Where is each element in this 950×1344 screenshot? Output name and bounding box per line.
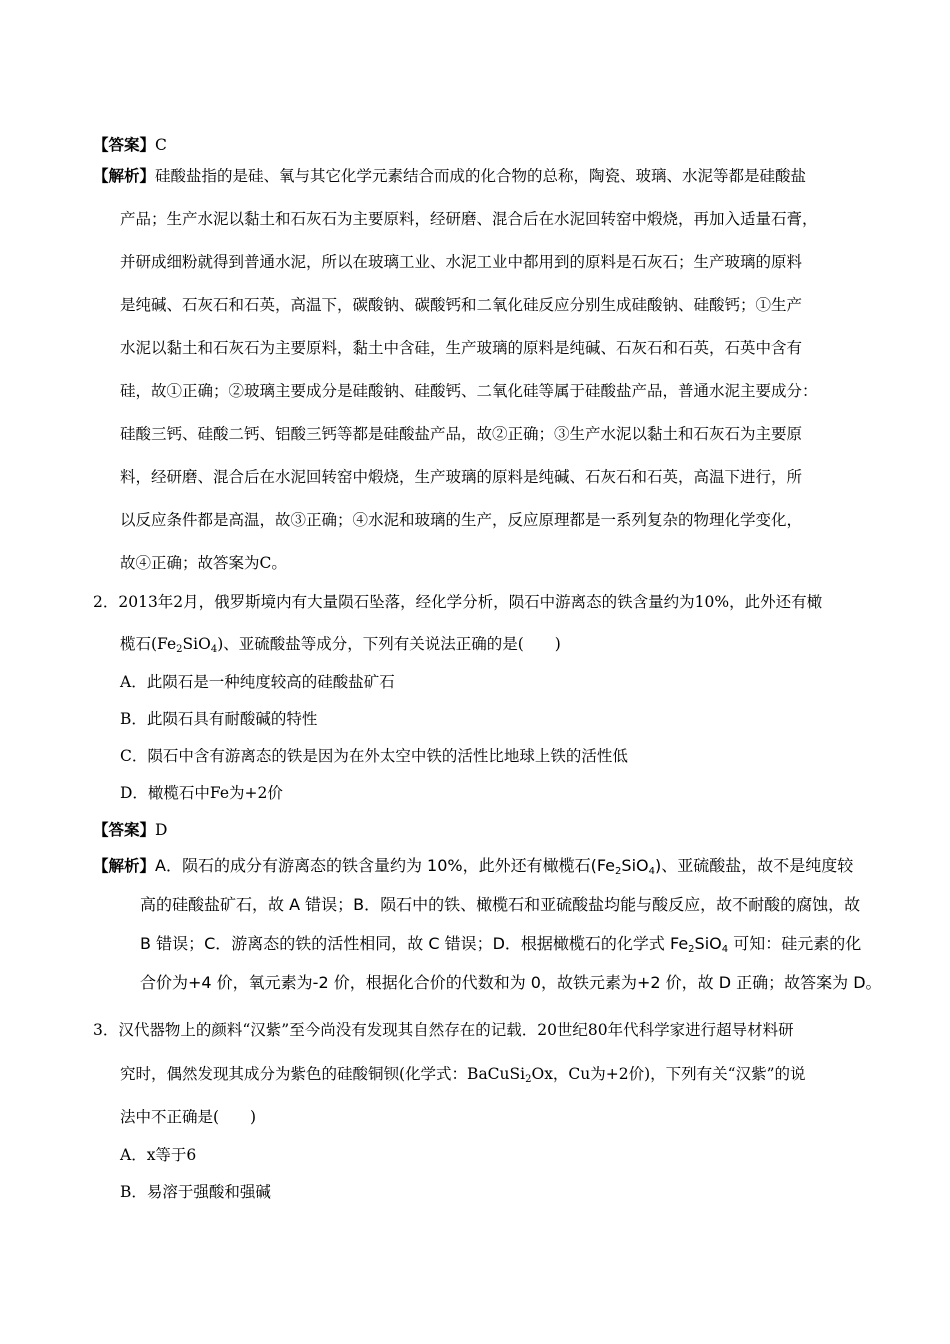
q1-analysis-text: 硅酸盐指的是硅、氧与其它化学元素结合而成的化合物的总称，陶瓷、玻璃、水泥等都是硅酸盐: [155, 167, 807, 185]
q2-stem-text: SiO: [182, 635, 211, 653]
q2-option-d: D．橄榄石中Fe为+2价: [120, 784, 283, 802]
q2-stem-line-1: 2．2013年2月，俄罗斯境内有大量陨石坠落，经化学分析，陨石中游离态的铁含量约为10%，此外还有橄: [93, 593, 823, 611]
q2-analysis-tag: 【解析】: [93, 856, 156, 875]
q2-analysis-text: )、亚硫酸盐，故不是纯度较: [654, 856, 854, 875]
q2-option-a: A．此陨石是一种纯度较高的硅酸盐矿石: [120, 673, 395, 691]
q2-analysis-line-4: 合价为+4 价，氧元素为-2 价，根据化合价的代数和为 0，故铁元素为+2 价，故 D 正确；故答案为 D。: [140, 973, 882, 992]
q1-analysis-line-2: 产品；生产水泥以黏土和石灰石为主要原料，经研磨、混合后在水泥回转窑中煅烧，再加入适量石膏，: [120, 210, 818, 228]
q2-analysis-text: 可知：硅元素的化: [728, 934, 862, 953]
q1-analysis-line-3: 并研成细粉就得到普通水泥，所以在玻璃工业、水泥工业中都用到的原料是石灰石；生产玻璃的原料: [120, 253, 803, 271]
q1-analysis-line-4: 是纯碱、石灰石和石英，高温下，碳酸钠、碳酸钙和二氧化硅反应分别生成硅酸钠、硅酸钙；①生产: [120, 296, 803, 314]
q1-analysis-line-7: 硅酸三钙、硅酸二钙、铝酸三钙等都是硅酸盐产品，故②正确；③生产水泥以黏土和石灰石为主要原: [120, 425, 803, 443]
q2-subscript: 2: [176, 644, 183, 655]
q2-analysis-subscript: 4: [648, 866, 655, 877]
q3-stem-line-2: [120, 1064, 806, 1084]
q2-analysis-subscript: 2: [688, 944, 695, 955]
q1-answer-value: C: [155, 136, 167, 154]
q3-option-b: B．易溶于强酸和强碱: [120, 1183, 271, 1201]
q2-analysis-subscript: 2: [615, 866, 622, 877]
q2-analysis-text: A．陨石的成分有游离态的铁含量约为 10%，此外还有橄榄石(Fe: [155, 856, 616, 875]
q2-stem-text: 榄石(Fe: [120, 635, 177, 653]
q3-stem-line-3: 法中不正确是( ): [120, 1108, 257, 1126]
q3-stem-text: 究时，偶然发现其成分为紫色的硅酸铜钡(化学式：BaCuSi: [120, 1065, 526, 1083]
q2-analysis-text: SiO: [621, 856, 649, 875]
q1-analysis-line-8: 料，经研磨、混合后在水泥回转窑中煅烧，生产玻璃的原料是纯碱、石灰石和石英，高温下进行，所: [120, 468, 803, 486]
q1-analysis-line-10: 故④正确；故答案为C。: [120, 554, 287, 572]
q2-stem-text: )、亚硫酸盐等成分，下列有关说法正确的是( ): [217, 635, 561, 653]
q2-analysis-text: SiO: [694, 934, 722, 953]
q1-analysis-line-5: 水泥以黏土和石灰石为主要原料，黏土中含硅，生产玻璃的原料是纯碱、石灰石和石英，石英中含有: [120, 339, 803, 357]
q2-stem-line-2: [120, 634, 561, 654]
q3-stem-line-1: 3．汉代器物上的颜料“汉紫”至今尚没有发现其自然存在的记载．20世纪80年代科学家进行超导材料研: [93, 1021, 794, 1039]
q1-analysis-line-9: 以反应条件都是高温，故③正确；④水泥和玻璃的生产，反应原理都是一系列复杂的物理化学变化，: [120, 511, 803, 529]
q1-analysis-tag: 【解析】: [93, 166, 156, 185]
q2-analysis-line-3: [140, 934, 861, 954]
q2-analysis-subscript: 4: [721, 944, 729, 955]
q2-answer-tag: 【答案】: [93, 820, 156, 839]
q1-analysis-line-1: [93, 166, 806, 186]
q2-option-c: C．陨石中含有游离态的铁是因为在外太空中铁的活性比地球上铁的活性低: [120, 747, 628, 765]
q2-answer-value: D: [155, 821, 168, 839]
q2-analysis-line-2: 高的硅酸盐矿石，故 A 错误；B．陨石中的铁、橄榄石和亚硫酸盐均能与酸反应，故不耐酸的腐蚀，故: [140, 895, 861, 914]
q2-analysis-text: B 错误；C．游离态的铁的活性相同，故 C 错误；D．根据橄榄石的化学式 Fe: [140, 934, 689, 953]
q1-answer: [93, 135, 167, 155]
q2-subscript: 4: [210, 644, 218, 655]
q2-analysis-line-1: [93, 856, 853, 876]
q2-answer: [93, 820, 167, 840]
q1-analysis-line-6: 硅，故①正确；②玻璃主要成分是硅酸钠、硅酸钙、二氧化硅等属于硅酸盐产品，普通水泥主要成分：: [120, 382, 818, 400]
q3-stem-text: Ox，Cu为+2价)，下列有关“汉紫”的说: [531, 1065, 806, 1083]
q3-option-a: A．x等于6: [120, 1146, 197, 1164]
q1-answer-tag: 【答案】: [93, 135, 156, 154]
q2-option-b: B．此陨石具有耐酸碱的特性: [120, 710, 318, 728]
q3-subscript: 2: [525, 1074, 532, 1085]
